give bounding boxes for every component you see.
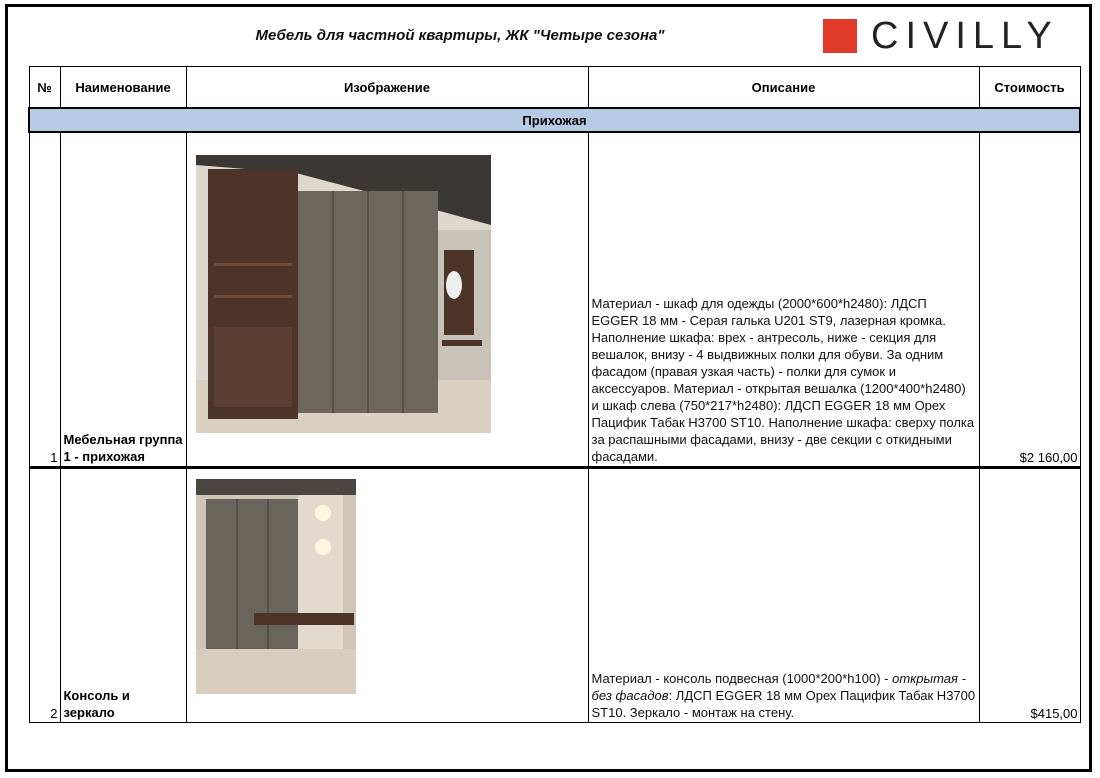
- row-description: [588, 468, 979, 723]
- row-image-cell: [186, 132, 588, 468]
- table-header-row: [29, 67, 1080, 109]
- hallway-wardrobe-render: [196, 155, 491, 433]
- column-header-description: Описание: [588, 67, 979, 109]
- section-row: [29, 108, 1080, 132]
- logo-square-icon: [823, 19, 857, 53]
- row-number: 2: [29, 468, 60, 723]
- table-row: [29, 468, 1080, 723]
- table-row: [29, 132, 1080, 468]
- furniture-table: [28, 66, 1081, 723]
- description-part: Материал - консоль подвесная (1000*200*h100) -: [591, 671, 893, 686]
- console-mirror-render: [196, 479, 356, 694]
- column-header-number: №: [29, 67, 60, 109]
- row-name: Консоль и зеркало: [60, 468, 186, 723]
- section-title: Прихожая: [29, 108, 1080, 132]
- row-cost: $2 160,00: [979, 132, 1080, 468]
- row-image-cell: [186, 468, 588, 723]
- civilly-logo: [823, 15, 1059, 57]
- description-italic-part: открытая - без фасадов: [591, 671, 966, 703]
- row-cost: $415,00: [979, 468, 1080, 723]
- column-header-cost: Стоимость: [979, 67, 1080, 109]
- row-description: Материал - шкаф для одежды (2000*600*h2480): ЛДСП EGGER 18 мм - Серая галька U201 ST9, лазерная кромка. Наполнение шкафа: врех - антресоль, ниже - секция для вешалок, внизу - 4 выдвижных полки для обуви. За одним фасадом (правая узкая часть) - полки для сумок и аксессуаров. Материал - открытая вешалка (1200*400*h2480) и шкаф слева (750*217*h2480): ЛДСП EGGER 18 мм Орех Пацифик Табак H3700 ST10. Наполнение шкафа: сверху полка за распашными фасадами, внизу - две секции с откидными фасадами.: [588, 132, 979, 468]
- column-header-name: Наименование: [60, 67, 186, 109]
- page-title: Мебель для частной квартиры, ЖК "Четыре сезона": [255, 27, 665, 44]
- logo-text: CIVILLY: [871, 15, 1059, 57]
- row-name: Мебельная группа 1 - прихожая: [60, 132, 186, 468]
- description-part: : ЛДСП EGGER 18 мм Орех Пацифик Табак H3700 ST10. Зеркало - монтаж на стену.: [591, 688, 976, 720]
- row-number: 1: [29, 132, 60, 468]
- column-header-image: Изображение: [186, 67, 588, 109]
